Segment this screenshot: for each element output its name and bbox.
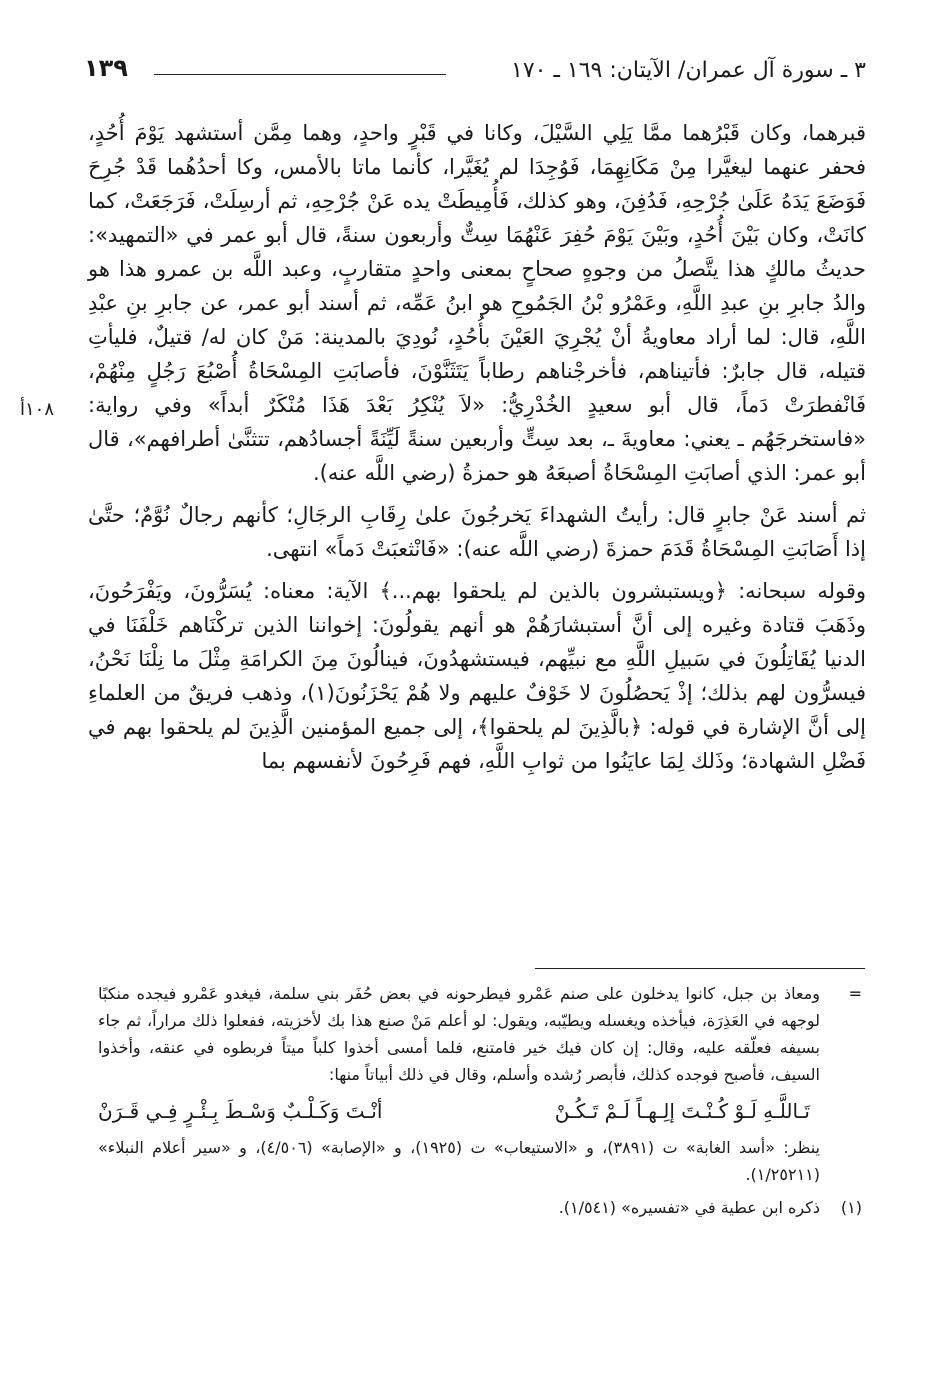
main-text [88, 116, 866, 778]
poem-verse [98, 1094, 820, 1134]
paragraph-1: قبرهما، وكان قَبْرُهما ممَّا يَلِي السَّيْلَ، وكانا في قَبْرٍ واحدٍ، وهما مِمَّن أستشهد يَوْمَ أُحُدٍ، فحفر عنهما ليغيَّرا مِنْ مَكَانِهِمَا، فَوُجِدَا لم يُغَيَّرا، كأنما ماتا بالأمس، وكا أحدُهُما قَدْ جُرِحَ فَوَضَعَ يَدَهُ عَلَىٰ جُرْحِهِ، فَدُفِنَ، وهو كذلك، فَأُمِيطَتْ يده عَنْ جُرْحِهِ، ثم أرسِلَتْ، فَرَجَعَتْ، كما كانَتْ، وكان بَيْنَ أُحُدٍ، وبَيْنَ يَوْمَ حُفِرَ عَنْهُمَا سِتٌّ وأربعون سنةً، قال أبو عمر في «التمهيد»: حديثُ مالكٍ هذا يتَّصلُ من وجوهٍ صحاحٍ بمعنى واحدٍ متقاربٍ، وعبد اللَّه بن عمرو هذا هو والدُ جابرِ بنِ عبدِ اللَّهِ، وعَمْرُو بْنُ الجَمُوحِ هو ابنُ عَمِّه، ثم أسند أبو عمر، عن جابرِ بنِ عبْدِ اللَّهِ، قال: لما أراد معاويةُ أنْ يُجْرِيَ العَيْنَ بأُحُدٍ، نُودِيَ بالمدينة: مَنْ كان له/ قتيلٌ، فليأتِ قتيله، قال جابرٌ: فأتيناهم، فأخرجْناهم رطاباً يَتَثَنَّوْنَ، فأصابَتِ المِسْحَاةُ أُصْبُعَ رَجُلٍ مِنْهُمْ، فَانْفطرَتْ دَماً، قال أبو سعيدٍ الخُدْرِيُّ: «لاَ يُنْكِرُ بَعْدَ هَذَا مُنْكَرٌ أبداً» وفي رواية: «فاستخرجَهُم ـ يعني: معاويةَ ـ، بعد سِتٍّ وأربعين سنةً لَيِّنَةً أجسادُهم، تتثنَّىٰ أطرافهم»، قال أبو عمر: الذي أصابَتِ المِسْحَاةُ أصبعَهُ هو حمزةُ (رضي اللَّه عنه). [88, 121, 866, 485]
footnote-separator [535, 968, 865, 969]
footnote-sources: ينظر: «أسد الغابة» ت (٣٨٩١)، و «الاستيعاب» ت (١٩٢٥)، و «الإصابة» (٤/٥٠٦)، و «سير أعلام النبلاء» (١/٢٥٢١١). [98, 1138, 821, 1184]
footnote-continuation-marker: = [848, 984, 862, 1003]
footnotes-section [98, 980, 862, 1221]
paragraph-2: ثم أسند عَنْ جابرٍ قال: رأيتُ الشهداءَ يَخرجُونَ علىٰ رِقَابِ الرجَالِ؛ كأنهم رجالٌ نُوَّمٌ؛ حتَّىٰ إذا أَصَابَتِ المِسْحَاةُ قَدَمَ حمزةَ (رضي اللَّه عنه): «فَانْثعبَتْ دَماً» انتهى. [88, 503, 866, 561]
footnote-1-text: ذكره ابن عطية في «تفسيره» (١/٥٤١). [558, 1198, 820, 1217]
footnote-1 [98, 1194, 862, 1221]
poem-hemistich-second: أنْـتَ وَكَـلْـبٌ وَسْـطَ بِـئْـرٍ فِـي قَـرَنْ [98, 1099, 383, 1123]
page-number: ١٣٩ [84, 54, 128, 82]
footnote-1-number: (١) [840, 1198, 862, 1217]
paragraph-3: وقوله سبحانه: ﴿ويستبشرون بالذين لم يلحقوا بهم...﴾ الآية: معناه: يُسَرُّونَ، ويَفْرَحُونَ، وذَهَبَ قتادة وغيره إلى أنَّ أستبشارَهُمْ هو أنهم يقولُونَ: إخواننا الذين تركْنَاهم خَلْفَنَا في الدنيا يُقَاتِلُونَ في سَبيلِ اللَّهِ مع نبيِّهم، فيستشهدُونَ، فينالُونَ مِنَ الكرامَةِ مِثْلَ ما نِلْنَا نَحْنُ، فيسرُّون لهم بذلك؛ إذْ يَحصُلُونَ لا خَوْفٌ عليهم ولا هُمْ يَحْزَنُونَ(١)، وذهب فريقٌ من العلماءِ إلى أنَّ الإشارة في قوله: ﴿بالَّذِينَ لم يلحقوا﴾، إلى جميع المؤمنين الَّذِينَ لم يلحقوا بهم في فَضْلِ الشهادة؛ وذَلك لِمَا عايَنُوا من ثوابِ اللَّهِ، فهم فَرِحُونَ لأنفسهم بما [88, 579, 866, 773]
running-title: ٣ ـ سورة آل عمران/ الآيتان: ١٦٩ ـ ١٧٠ [511, 58, 866, 83]
poem-hemistich-first: تَـاللَّـهِ لَـوْ كُـنْـتَ إلِـهـاً لَـمْ تَـكُـنْ [554, 1099, 810, 1123]
manuscript-folio-marker: ١٠٨أ [20, 399, 55, 420]
footnote-continued-text: ومعاذ بن جبل، كانوا يدخلون على صنم عَمْرو فيطرحونه في بعض حُفَر بني سلمة، فيغدو عَمْرو فيجده منكبًا لوجهه في العَذِرَة، فيأخذه ويغسله ويطيّبه، ويقول: لو أعلم مَنْ صنع هذا بك لأخزيته، ففعلوا ذلك مراراً، ثم جاء بسيفه فعلّقه عليه، وقال: إن كان فيك خير فامتنع، فلما أمسى أخذوا كلباً ميتاً فربطوه في عنقه، وأخذوا السيف، فأصبح فوجده كذلك، فأبصر رُشده وأسلم، وقال في ذلك أبياتاً منها: [98, 984, 820, 1084]
page-header [84, 50, 866, 94]
header-rule [154, 74, 446, 75]
